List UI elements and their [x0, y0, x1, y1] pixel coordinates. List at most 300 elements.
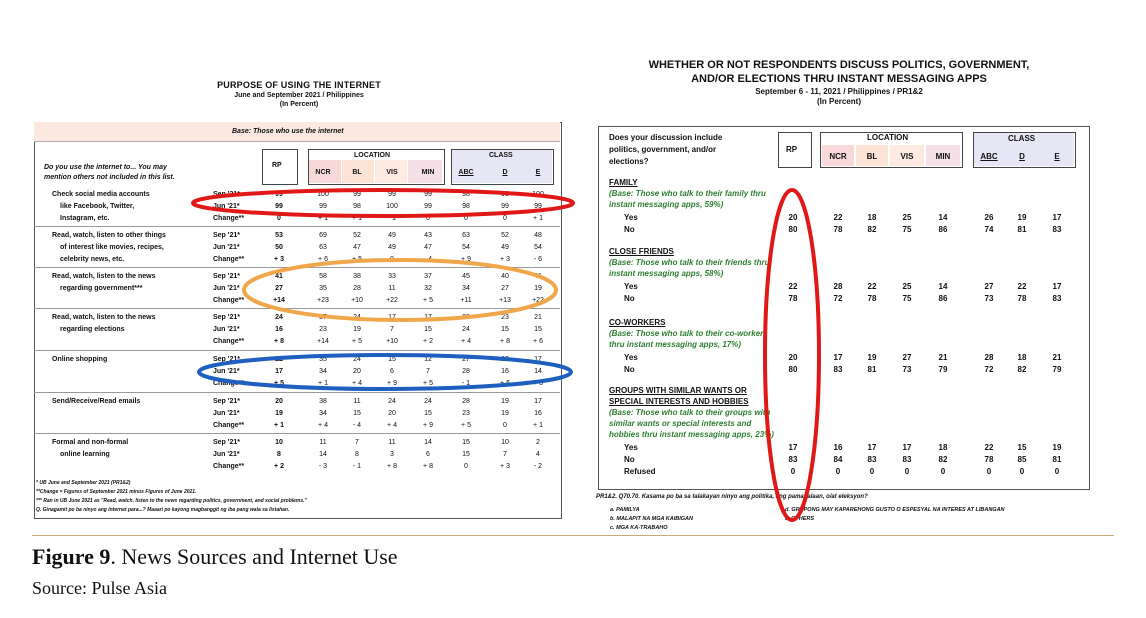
left-value-cell: 37 [319, 314, 327, 321]
left-period-label: Sep '21* [213, 439, 240, 446]
left-value-cell: 11 [353, 398, 361, 405]
left-value-cell: +13 [499, 297, 511, 304]
left-value-cell: - 1 [461, 380, 471, 387]
left-period-label: Sep '21* [213, 191, 240, 198]
left-item-label: Read, watch, listen to other things [52, 232, 166, 239]
right-group-base: instant messaging apps, 58%) [609, 269, 724, 278]
left-value-cell: 99 [501, 203, 509, 210]
right-value-cell: 75 [902, 294, 912, 303]
left-period-label: Change** [213, 463, 245, 470]
left-value-cell: + 8 [423, 463, 433, 470]
left-value-cell: + 5 [352, 256, 362, 263]
right-option: e. OTHERS [785, 516, 815, 522]
right-value-cell: 0 [904, 467, 910, 476]
left-value-cell: - 2 [533, 463, 543, 470]
left-item-label: Formal and non-formal [52, 439, 129, 446]
left-value-cell: + 8 [500, 338, 510, 345]
right-value-cell: 78 [833, 225, 843, 234]
left-value-cell: +11 [460, 297, 472, 304]
left-question-line-1: Do you use the internet to... You may [44, 164, 167, 171]
left-value-cell: 15 [462, 439, 470, 446]
right-value-cell: 83 [867, 455, 877, 464]
left-value-cell: 54 [462, 244, 470, 251]
right-value-cell: 17 [788, 443, 798, 452]
right-value-cell: 18 [1017, 353, 1027, 362]
left-value-cell: 8 [277, 451, 281, 458]
right-value-cell: 0 [986, 467, 992, 476]
left-value-cell: 99 [388, 191, 396, 198]
right-value-cell: 14 [938, 282, 948, 291]
left-value-cell: 38 [353, 273, 361, 280]
left-value-cell: 3 [390, 451, 394, 458]
right-value-cell: 84 [833, 455, 843, 464]
right-response-label: No [624, 365, 635, 374]
left-value-cell: + 3 [500, 463, 510, 470]
right-value-cell: 25 [902, 213, 912, 222]
right-col-header-ncr: NCR [829, 152, 847, 161]
left-value-cell: + 4 [318, 422, 328, 429]
right-value-cell: 80 [788, 225, 798, 234]
left-value-cell: + 8 [387, 463, 397, 470]
orange-highlight-ellipse-left [244, 260, 556, 320]
left-value-cell: 15 [424, 326, 432, 333]
left-value-cell: +22 [532, 297, 544, 304]
right-value-cell: 83 [833, 365, 843, 374]
left-item-label: Online shopping [52, 356, 108, 363]
left-value-cell: +23 [317, 297, 329, 304]
right-group-title: CO-WORKERS [609, 318, 666, 327]
left-value-cell: 69 [319, 232, 327, 239]
left-value-cell: - 4 [352, 422, 362, 429]
figure-caption-text: . News Sources and Internet Use [110, 544, 398, 569]
left-period-label: Change** [213, 297, 245, 304]
left-value-cell: + 5 [461, 422, 471, 429]
left-value-cell: 32 [424, 285, 432, 292]
left-value-cell: 100 [532, 191, 544, 198]
left-value-cell: 15 [462, 451, 470, 458]
left-value-cell: 47 [424, 244, 432, 251]
right-group-base: thru instant messaging apps, 17%) [609, 340, 742, 349]
left-value-cell: 11 [388, 439, 396, 446]
right-value-cell: 22 [1017, 282, 1027, 291]
right-value-cell: 26 [984, 213, 994, 222]
right-group-base: (Base: Those who talk to their co-workers [609, 329, 768, 338]
right-value-cell: 79 [1052, 365, 1062, 374]
right-option: d. GRUPONG MAY KAPAREHONG GUSTO O ESPESYAL NA INTERES AT LIBANGAN [785, 507, 1005, 513]
left-item-label: like Facebook, Twitter, [60, 203, 135, 210]
right-value-cell: 27 [902, 353, 912, 362]
left-value-cell: 98 [462, 203, 470, 210]
right-value-cell: 81 [1017, 225, 1027, 234]
left-value-cell: 20 [353, 368, 361, 375]
right-value-cell: 86 [938, 225, 948, 234]
left-value-cell: 10 [501, 439, 509, 446]
right-group-base: hobbies thru instant messaging apps, 23%) [609, 430, 774, 439]
right-value-cell: 78 [867, 294, 877, 303]
right-option: a. PAMILYA [610, 507, 640, 513]
left-col-header-d: D [502, 169, 508, 176]
right-value-cell: 22 [867, 282, 877, 291]
left-value-cell: 23 [319, 326, 327, 333]
left-value-cell: 43 [424, 232, 432, 239]
left-value-cell: 99 [275, 203, 283, 210]
left-value-cell: 28 [353, 285, 361, 292]
left-item-label: online learning [60, 451, 110, 458]
right-group-title: CLOSE FRIENDS [609, 247, 674, 256]
left-period-label: Jun '21* [213, 368, 240, 375]
right-group-title: SPECIAL INTERESTS AND HOBBIES [609, 397, 749, 406]
left-value-cell: 7 [390, 326, 394, 333]
right-value-cell: 19 [1017, 213, 1027, 222]
right-response-label: No [624, 455, 635, 464]
left-value-cell: 47 [353, 244, 361, 251]
right-value-cell: 21 [1052, 353, 1062, 362]
left-value-cell: 0 [390, 256, 394, 263]
left-value-cell: 7 [426, 368, 430, 375]
blue-highlight-ellipse-left [199, 355, 571, 389]
right-value-cell: 83 [788, 455, 798, 464]
right-option: c. MGA KA-TRABAHO [610, 525, 668, 531]
left-value-cell: 19 [353, 326, 361, 333]
right-value-cell: 20 [788, 213, 798, 222]
left-value-cell: 34 [319, 368, 327, 375]
right-response-label: Refused [624, 467, 656, 476]
right-question-note: PR1&2. Q70.70. Kasama po ba sa talakayan ninyo ang politika, ang pamahalaan, o/at eleksyon? [596, 494, 868, 500]
right-value-cell: 17 [867, 443, 877, 452]
left-value-cell: 23 [501, 314, 509, 321]
left-value-cell: 19 [501, 398, 509, 405]
left-item-label: regarding elections [60, 326, 125, 333]
left-value-cell: 24 [353, 314, 361, 321]
left-period-label: Sep '21* [213, 398, 240, 405]
left-value-cell: 33 [388, 273, 396, 280]
left-value-cell: +10 [351, 297, 363, 304]
left-value-cell: 99 [353, 191, 361, 198]
left-period-label: Change** [213, 256, 245, 263]
right-value-cell: 78 [1017, 294, 1027, 303]
right-value-cell: 0 [835, 467, 841, 476]
left-value-cell: + 8 [274, 338, 284, 345]
left-col-header-abc: ABC [458, 169, 474, 176]
left-period-label: Jun '21* [213, 203, 240, 210]
right-group-base: similar wants or special interests and [609, 419, 752, 428]
left-value-cell: 99 [424, 203, 432, 210]
left-value-cell: 27 [275, 285, 283, 292]
left-value-cell: 63 [462, 232, 470, 239]
right-col-header-abc: ABC [980, 152, 998, 161]
right-value-cell: 75 [902, 225, 912, 234]
left-item-label: regarding government*** [60, 285, 143, 292]
left-value-cell: 15 [353, 410, 361, 417]
right-value-cell: 83 [902, 455, 912, 464]
right-response-label: Yes [624, 443, 638, 452]
left-value-cell: 19 [275, 410, 283, 417]
left-value-cell: 99 [501, 191, 509, 198]
left-value-cell: - 1 [352, 463, 362, 470]
left-value-cell: 49 [388, 244, 396, 251]
right-group-base: (Base: Those who talk to their groups with [609, 408, 771, 417]
left-value-cell: 6 [390, 368, 394, 375]
left-period-label: Jun '21* [213, 285, 240, 292]
right-location-header: LOCATION [867, 133, 909, 142]
right-value-cell: 72 [833, 294, 843, 303]
left-value-cell: - 3 [318, 463, 328, 470]
red-highlight-ellipse-left [193, 190, 573, 216]
left-value-cell: 17 [388, 314, 396, 321]
left-item-label: Instagram, etc. [60, 215, 110, 222]
left-value-cell: 15 [534, 326, 542, 333]
left-value-cell: 11 [388, 285, 396, 292]
left-value-cell: - 1 [387, 215, 397, 222]
left-value-cell: + 6 [533, 338, 543, 345]
left-period-label: Jun '21* [213, 244, 240, 251]
right-value-cell: 83 [1052, 225, 1062, 234]
figure-label: Figure 9 [32, 544, 111, 569]
right-value-cell: 82 [867, 225, 877, 234]
left-footnote: Q. Ginagamit po ba ninyo ang internet para...? Maaari po kayong magbanggit ng iba pang wala sa listahan. [36, 507, 290, 513]
right-value-cell: 0 [1019, 467, 1025, 476]
left-value-cell: + 1 [318, 380, 328, 387]
right-value-cell: 28 [984, 353, 994, 362]
right-value-cell: 17 [902, 443, 912, 452]
left-value-cell: 15 [424, 410, 432, 417]
figure-source: Source: Pulse Asia [32, 578, 167, 598]
left-item-label: Read, watch, listen to the news [52, 273, 156, 280]
left-value-cell: 8 [355, 451, 359, 458]
right-col-header-bl: BL [866, 152, 878, 161]
left-value-cell: + 1 [533, 215, 543, 222]
left-value-cell: 49 [388, 232, 396, 239]
left-value-cell: + 4 [387, 422, 397, 429]
left-value-cell: + 2 [423, 338, 433, 345]
left-period-label: Sep '21* [213, 314, 240, 321]
left-period-label: Sep '21* [213, 273, 240, 280]
left-value-cell: 0 [277, 215, 281, 222]
right-value-cell: 78 [984, 455, 994, 464]
right-value-cell: 0 [869, 467, 875, 476]
left-location-header: LOCATION [354, 152, 391, 159]
right-value-cell: 82 [938, 455, 948, 464]
left-period-label: Sep '21* [213, 232, 240, 239]
left-value-cell: 12 [424, 356, 432, 363]
left-period-label: Change** [213, 380, 245, 387]
left-value-cell: 27 [501, 285, 509, 292]
left-question-line-2: mention others not included in this list. [44, 174, 175, 181]
left-value-cell: 28 [462, 398, 470, 405]
left-value-cell: 17 [534, 398, 542, 405]
left-value-cell: 0 [503, 215, 507, 222]
right-table-subtitle: September 6 - 11, 2021 / Philippines / PR1&2 [755, 87, 923, 96]
left-value-cell: +14 [273, 297, 285, 304]
left-value-cell: + 2 [274, 463, 284, 470]
left-table-subtitle: June and September 2021 / Philippines [234, 92, 364, 99]
left-value-cell: 22 [501, 356, 509, 363]
right-value-cell: 21 [938, 353, 948, 362]
right-response-label: Yes [624, 353, 638, 362]
left-value-cell: + 3 [533, 380, 543, 387]
left-value-cell: 0 [503, 422, 507, 429]
left-value-cell: + 9 [387, 380, 397, 387]
left-value-cell: 19 [501, 410, 509, 417]
red-highlight-ellipse-right [765, 190, 819, 520]
right-value-cell: 27 [984, 282, 994, 291]
right-value-cell: 19 [1052, 443, 1062, 452]
left-table-title: PURPOSE OF USING THE INTERNET [217, 80, 381, 90]
left-value-cell: 99 [534, 203, 542, 210]
left-period-label: Jun '21* [213, 410, 240, 417]
left-item-label: Send/Receive/Read emails [52, 398, 141, 405]
left-value-cell: 24 [353, 356, 361, 363]
left-period-label: Change** [213, 215, 245, 222]
left-footnote: * UB June and September 2021 (PR1&2) [36, 480, 131, 486]
right-value-cell: 78 [788, 294, 798, 303]
right-group-title: FAMILY [609, 178, 638, 187]
left-value-cell: 40 [501, 273, 509, 280]
right-value-cell: 0 [790, 467, 796, 476]
left-period-label: Change** [213, 422, 245, 429]
left-value-cell: 0 [464, 215, 468, 222]
left-value-cell: 20 [388, 410, 396, 417]
left-value-cell: 2 [536, 439, 540, 446]
left-value-cell: 7 [503, 451, 507, 458]
right-value-cell: 16 [833, 443, 843, 452]
left-value-cell: 14 [534, 368, 542, 375]
left-value-cell: 17 [424, 314, 432, 321]
left-period-label: Jun '21* [213, 326, 240, 333]
right-value-cell: 81 [867, 365, 877, 374]
left-col-header-min: MIN [421, 169, 435, 176]
left-value-cell: 52 [501, 232, 509, 239]
right-col-header-d: D [1019, 152, 1025, 161]
right-value-cell: 85 [1017, 455, 1027, 464]
left-value-cell: 52 [353, 232, 361, 239]
right-question-line-3: elections? [609, 157, 649, 166]
left-value-cell: + 1 [533, 422, 543, 429]
left-footnote: **Change = Figures of September 2021 minus Figures of June 2021. [36, 489, 197, 495]
left-value-cell: 7 [355, 439, 359, 446]
left-value-cell: 98 [353, 203, 361, 210]
left-value-cell: 58 [319, 273, 327, 280]
right-group-title: GROUPS WITH SIMILAR WANTS OR [609, 386, 747, 395]
left-item-label: Check social media accounts [52, 191, 150, 198]
left-value-cell: 98 [462, 191, 470, 198]
right-value-cell: 72 [984, 365, 994, 374]
left-base-label: Base: Those who use the internet [232, 128, 344, 135]
left-value-cell: 24 [388, 398, 396, 405]
right-value-cell: 86 [938, 294, 948, 303]
left-period-label: Jun '21* [213, 451, 240, 458]
left-value-cell: 10 [275, 439, 283, 446]
right-class-header: CLASS [1008, 134, 1036, 143]
left-value-cell: 63 [319, 244, 327, 251]
right-value-cell: 14 [938, 213, 948, 222]
right-value-cell: 0 [940, 467, 946, 476]
right-question-line-2: politics, government, and/or [609, 145, 717, 154]
right-group-base: (Base: Those who talk to their friends thru [609, 258, 770, 267]
right-value-cell: 28 [833, 282, 843, 291]
left-value-cell: 35 [319, 285, 327, 292]
right-value-cell: 18 [867, 213, 877, 222]
left-value-cell: 16 [275, 326, 283, 333]
left-value-cell: 17 [275, 368, 283, 375]
left-value-cell: 100 [317, 191, 329, 198]
left-value-cell: 27 [462, 356, 470, 363]
left-value-cell: 24 [462, 326, 470, 333]
left-value-cell: 6 [426, 451, 430, 458]
right-value-cell: 20 [788, 353, 798, 362]
left-value-cell: 49 [501, 244, 509, 251]
right-rp-header: RP [786, 145, 798, 154]
left-value-cell: + 5 [423, 297, 433, 304]
right-value-cell: 79 [938, 365, 948, 374]
right-response-label: No [624, 294, 635, 303]
left-col-header-bl: BL [352, 169, 362, 176]
right-table-title-line2: AND/OR ELECTIONS THRU INSTANT MESSAGING APPS [691, 73, 987, 85]
right-group-base: instant messaging apps, 59%) [609, 200, 724, 209]
right-value-cell: 74 [984, 225, 994, 234]
right-value-cell: 0 [1054, 467, 1060, 476]
left-value-cell: 22 [275, 356, 283, 363]
left-value-cell: 14 [424, 439, 432, 446]
left-value-cell: 15 [388, 356, 396, 363]
left-value-cell: 50 [275, 244, 283, 251]
right-response-label: Yes [624, 282, 638, 291]
left-value-cell: + 4 [352, 380, 362, 387]
left-rp-header: RP [272, 162, 282, 169]
left-value-cell: + 5 [274, 380, 284, 387]
left-value-cell: 21 [534, 314, 542, 321]
right-response-label: No [624, 225, 635, 234]
right-value-cell: 22 [833, 213, 843, 222]
left-col-header-vis: VIS [386, 169, 398, 176]
right-table-title-line1: WHETHER OR NOT RESPONDENTS DISCUSS POLITICS, GOVERNMENT, [648, 59, 1030, 71]
right-value-cell: 17 [1052, 282, 1062, 291]
left-value-cell: 23 [462, 410, 470, 417]
left-value-cell: + 3 [274, 256, 284, 263]
right-value-cell: 82 [1017, 365, 1027, 374]
left-value-cell: 11 [319, 439, 327, 446]
right-value-cell: 25 [902, 282, 912, 291]
right-value-cell: 73 [984, 294, 994, 303]
left-value-cell: 99 [424, 191, 432, 198]
left-value-cell: + 9 [461, 256, 471, 263]
left-value-cell: +10 [386, 338, 398, 345]
left-value-cell: + 1 [274, 422, 284, 429]
left-item-label: celebrity news, etc. [60, 256, 125, 263]
left-value-cell: 15 [501, 326, 509, 333]
right-value-cell: 18 [938, 443, 948, 452]
left-value-cell: 53 [275, 232, 283, 239]
right-value-cell: 80 [788, 365, 798, 374]
right-value-cell: 19 [867, 353, 877, 362]
left-value-cell: 28 [462, 314, 470, 321]
left-period-label: Sep '21* [213, 356, 240, 363]
left-value-cell: 20 [275, 398, 283, 405]
left-value-cell: 54 [534, 244, 542, 251]
left-value-cell: 38 [319, 398, 327, 405]
left-value-cell: + 1 [352, 215, 362, 222]
left-value-cell: 99 [319, 203, 327, 210]
left-value-cell: 34 [319, 410, 327, 417]
left-value-cell: 24 [424, 398, 432, 405]
left-period-label: Change** [213, 338, 245, 345]
left-value-cell: 16 [534, 410, 542, 417]
left-col-header-e: E [535, 169, 541, 176]
left-value-cell: + 5 [352, 338, 362, 345]
left-value-cell: 19 [534, 285, 542, 292]
left-value-cell: 41 [275, 273, 283, 280]
right-value-cell: 22 [984, 443, 994, 452]
